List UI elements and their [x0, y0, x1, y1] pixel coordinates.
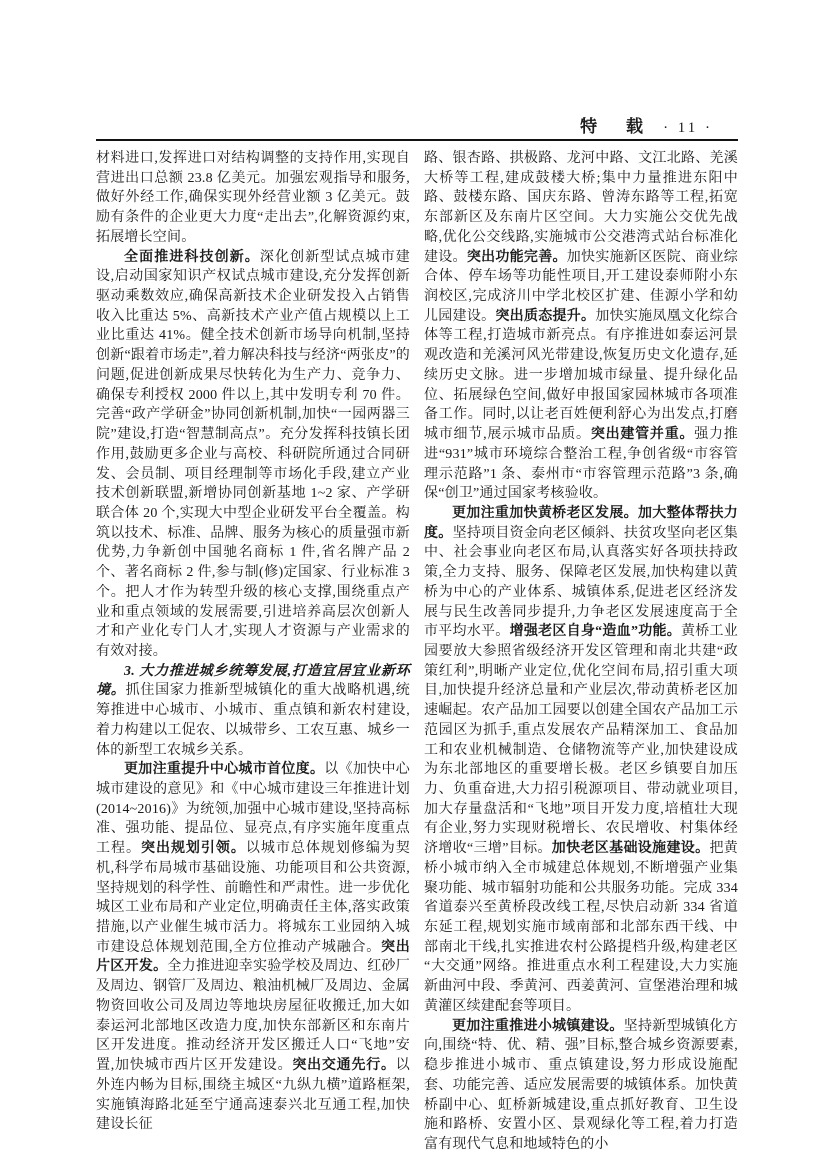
- text-column-right: [424, 149, 738, 1155]
- paragraph: [96, 248, 410, 662]
- paragraph: [96, 149, 410, 248]
- text-run: 坚持项目资金向老区倾斜、扶贫攻坚向老区集中、社会事业向老区布局,认真落实好各项扶持政策,全力支持、服务、保障老区发展,加快构建以黄桥为中心的产业体系、城镇体系,促进老区经济发展与民生改善同步提升,力争老区发展速度高于全市平均水平。: [424, 525, 739, 640]
- text-run: 加快老区基础设施建设。: [551, 841, 710, 857]
- paragraph: [424, 1017, 738, 1155]
- text-run: 抓住国家力推新型城镇化的重大战略机遇,统筹推进中心城市、小城市、重点镇和新农村建设,着力构建以工促农、以城带乡、工农互惠、城乡一体的新型工农城乡关系。: [96, 683, 411, 758]
- text-run: 更加注重推进小城镇建设。: [452, 1018, 624, 1034]
- text-run: 材料进口,发挥进口对结构调整的支持作用,实现自营进出口总额 23.8 亿美元。加强宏观指导和服务,做好外经工作,确保实现外经营业额 3 亿美元。鼓励有条件的企业更大力度“走出去”,化解资源约束,拓展增长空间。: [96, 151, 410, 245]
- text-run: 突出功能完善。: [466, 249, 567, 265]
- text-run: 坚持新型城镇化方向,围绕“特、优、精、强”目标,整合城乡资源要素,稳步推进小城市、重点镇建设,努力形成设施配套、功能完善、适应发展需要的城镇体系。加快黄桥副中心、虹桥新城建设,重点抓好教育、卫生设施和路桥、安置小区、景观绿化等工程,着力打造富有现代气息和地域特色的小: [424, 1018, 738, 1152]
- text-column-left: [96, 149, 410, 1155]
- text-run: 以外连内畅为目标,围绕主城区“九纵九横”道路框架,实施镇海路北延至宁通高速泰兴北互通工程,加快建设长征: [96, 1058, 410, 1133]
- text-run: 路、银杏路、拱极路、龙河中路、文江北路、羌溪大桥等工程,建成鼓楼大桥;集中力量推进东阳中路、鼓楼东路、国庆东路、曾涛东路等工程,拓宽东部新区及东南片区空间。大力实施公交优先战略,优化公交线路,实施城市公交港湾式站台标准化建设。: [424, 151, 738, 265]
- text-run: 全面推进科技创新。: [124, 249, 260, 265]
- text-run: 以《加快中心城市建设的意见》和《中心城市建设三年推进计划(2014~2016)》为统领,加强中心城市建设,坚持高标准、强功能、提品位、显亮点,有序实施年度重点工程。: [96, 762, 410, 857]
- text-run: 把黄桥小城市纳入全市城建总体规划,不断增强产业集聚功能、城市辐射功能和公共服务功能。完成 334 省道泰兴至黄桥段改线工程,尽快启动新 334 省道东延工程,规划实施市域南部和北部东西干线、中部南北干线,扎实推进农村公路提档升级,构建老区“大交通”网络。推进重点水利工程建设,大力实施新曲河中段、季黄河、西姜黄河、宣堡港治理和城黄灌区续建配套等项目。: [424, 841, 739, 1014]
- text-run: 强力推进“931”城市环境综合整治工程,争创省级“市容管理示范路”1 条、泰州市“市容管理示范路”3 条,确保“创卫”通过国家考核验收。: [424, 427, 739, 502]
- text-run: 更加注重加快黄桥老区发展。加大整体帮扶力度。: [424, 505, 738, 541]
- text-run: 增强老区自身“造血”功能。: [509, 624, 681, 640]
- article-body: [96, 149, 738, 1155]
- text-run: 加快实施凤凰文化综合体等工程,打造城市新亮点。有序推进如泰运河景观改造和羌溪河风光带建设,恢复历史文化遗存,延续历史文脉。进一步增加城市绿量、提升绿化品位、拓展绿色空间,做好申报国家园林城市各项准备工作。同时,以让老百姓便利舒心为出发点,打磨城市细节,展示城市品质。: [424, 308, 739, 443]
- section-title: 特 载: [580, 117, 650, 136]
- running-head: [580, 112, 713, 137]
- text-run: 3. 大力推进城乡统筹发展,打造宜居宜业新环境。: [96, 663, 410, 699]
- text-run: 突出规划引领。: [140, 841, 246, 857]
- paragraph: [424, 149, 738, 504]
- page-number: · 11 ·: [663, 120, 713, 136]
- text-run: 加快实施新区医院、商业综合体、停车场等功能性项目,开工建设泰师附小东润校区,完成济川中学北校区扩建、佳源小学和幼儿园建设。: [424, 249, 738, 324]
- text-run: 全力推进迎幸实验学校及周边、红砂厂及周边、钢管厂及周边、粮油机械厂及周边、金属物资回收公司及周边等地块房屋征收搬迁,加大如泰运河北部地区改造力度,加快东部新区和东南片区开发进度。推动经济开发区搬迁人口“飞地”安置,加快城市西片区开发建设。: [96, 959, 411, 1074]
- header-rule: [96, 139, 738, 141]
- text-run: 更加注重提升中心城市首位度。: [124, 762, 325, 778]
- text-run: 突出建管并重。: [590, 427, 695, 443]
- paragraph: [96, 760, 410, 1135]
- text-run: 黄桥工业园要放大参照省级经济开发区管理和南北共建“政策红利”,明晰产业定位,优化空间布局,招引重大项目,加快提升经济总量和产业层次,带动黄桥老区加速崛起。农产品加工园要以创建全国农产品加工示范园区为抓手,重点发展农产品精深加工、食品加工和农业机械制造、仓储物流等产业,加快建设成为东北部地区的重要增长极。老区乡镇要自加压力、负重奋进,大力招引税源项目、带动就业项目,加大存量盘活和“飞地”项目开发力度,培植壮大现有企业,努力实现财税增长、农民增收、村集体经济增收“三增”目标。: [424, 624, 738, 857]
- paragraph: [96, 662, 410, 761]
- text-run: 突出质态提升。: [495, 308, 596, 324]
- text-run: 突出片区开发。: [96, 939, 411, 975]
- paragraph: [424, 504, 738, 1017]
- text-run: 突出交通先行。: [292, 1058, 396, 1074]
- text-run: 以城市总体规划修编为契机,科学布局城市基础设施、功能项目和公共资源,坚持规划的科学性、前瞻性和严肃性。进一步优化城区工业布局和产业定位,明确责任主体,落实政策措施,以产业催生城市活力。将城东工业园纳入城市建设总体规划范围,全方位推动产城融合。: [96, 841, 410, 955]
- text-run: 深化创新型试点城市建设,启动国家知识产权试点城市建设,充分发挥创新驱动乘数效应,确保高新技术企业研发投入占销售收入比重达 5%、高新技术产业产值占规模以上工业比重达 41%。健全技术创新市场导向机制,坚持创新“跟着市场走”,着力解决科技与经济“两张皮”的问题,促进创新成果尽快转化为生产力、竞争力、确保专利授权 2000 件以上,其中发明专利 70 件。完善“政产学研金”协同创新机制,加快“一园两器三院”建设,打造“智慧制高点”。充分发挥科技镇长团作用,鼓励更多企业与高校、科研院所通过合同研发、会员制、项目经理制等市场化手段,建立产业技术创新联盟,新增协同创新基地 1~2 家、产学研联合体 20 个,实现大中型企业研发平台全覆盖。构筑以技术、标准、品牌、服务为核心的质量强市新优势,力争新创中国驰名商标 1 件,省名牌产品 2 个、著名商标 2 件,参与制(修)定国家、行业标准 3 个。把人才作为转型升级的核心支撑,围绕重点产业和重点领域的发展需要,引进培养高层次创新人才和产业化专门人才,实现人才资源与产业需求的有效对接。: [96, 249, 410, 659]
